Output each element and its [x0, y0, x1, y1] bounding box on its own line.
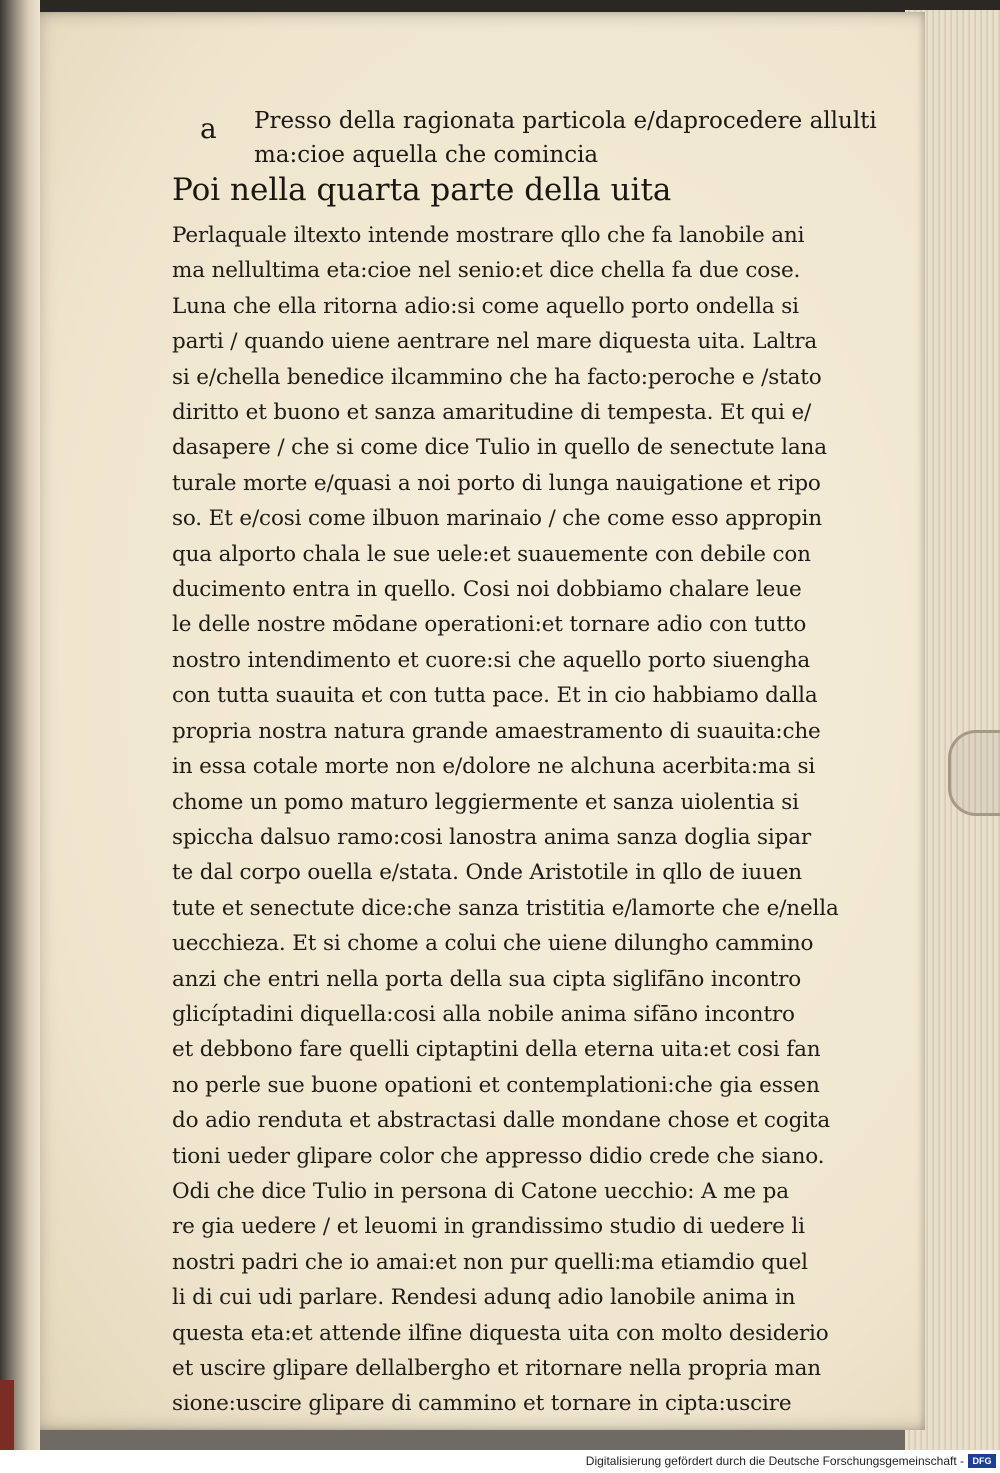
body-line: glicíptadini diquella:cosi alla nobile anima sifāno incontro	[172, 1001, 795, 1027]
body-line: le delle nostre mōdane operationi:et tornare adio con tutto	[172, 612, 807, 638]
body-line: uecchieza. Et si chome a colui che uiene dilungho cammino	[172, 931, 814, 957]
body-line: diritto et buono et sanza amaritudine di tempesta. Et qui e/	[172, 400, 812, 426]
book-binding	[0, 0, 40, 1450]
body-line: si e/chella benedice ilcammino che ha facto:peroche e /stato	[172, 364, 822, 390]
body-line: con tutta suauita et con tutta pace. Et in cio habbiamo dalla	[172, 683, 818, 709]
body-line: dasapere / che si come dice Tulio in quello de senectute lana	[172, 435, 827, 461]
heading-block	[254, 104, 877, 172]
body-line: ducimento entra in quello. Cosi noi dobbiamo chalare leue	[172, 577, 802, 603]
body-line: Perlaquale iltexto intende mostrare qllo che fa lanobile ani	[172, 223, 805, 248]
body-line: turale morte e/quasi a noi porto di lunga nauigatione et ripo	[172, 470, 821, 496]
body-line: et debbono fare quelli ciptaptini della eterna uita:et cosi fan	[172, 1037, 821, 1063]
section-marker: a	[200, 112, 217, 145]
body-line: parti / quando uiene aentrare nel mare diquesta uita. Laltra	[172, 329, 818, 355]
body-line: tute et senectute dice:che sanza tristitia e/lamorte che e/nella	[172, 895, 839, 921]
body-line: li di cui udi parlare. Rendesi adunq adio lanobile anima in	[172, 1285, 796, 1311]
section-title: Poi nella quarta parte della uita	[172, 172, 672, 208]
body-line: do adio renduta et abstractasi dalle mondane chose et cogita	[172, 1108, 831, 1134]
heading-line: ma:cioe aquella che comincia	[254, 142, 599, 168]
body-line: tioni ueder glipare color che appresso didio crede che siano.	[172, 1143, 825, 1169]
body-line: questa eta:et attende ilfine diquesta uita con molto desiderio	[172, 1320, 829, 1346]
body-line: Odi che dice Tulio in persona di Catone uecchio: A me pa	[172, 1178, 789, 1204]
body-line: so. Et e/cosi come ilbuon marinaio / che come esso appropin	[172, 506, 822, 532]
body-line: re gia uedere / et leuomi in grandissimo studio di uedere li	[172, 1214, 805, 1240]
heading-line: Presso della ragionata particola e/daprocedere allulti	[254, 108, 877, 134]
body-line: qua alporto chala le sue uele:et suauemente con debile con	[172, 541, 811, 567]
body-line: nostro intendimento et cuore:si che aquello porto siuengha	[172, 647, 811, 673]
binding-red-cover	[0, 1380, 14, 1450]
body-line: anzi che entri nella porta della sua cipta siglifāno incontro	[172, 966, 802, 992]
body-line: Luna che ella ritorna adio:si come aquello porto ondella si	[172, 293, 799, 319]
body-line: in essa cotale morte non e/dolore ne alchuna acerbita:ma si	[172, 754, 816, 780]
body-line: ma nellultima eta:cioe nel senio:et dice chella fa due cose.	[172, 258, 801, 284]
body-line: te dal corpo ouella e/stata. Onde Aristotile in qllo de iuuen	[172, 860, 803, 886]
body-line: chome un pomo maturo leggiermente et sanza uiolentia si	[172, 789, 799, 815]
dfg-logo: DFG	[968, 1454, 996, 1468]
book-clasp	[948, 730, 1000, 816]
body-line: no perle sue buone opationi et contemplationi:che gia essen	[172, 1072, 820, 1098]
body-line: propria nostra natura grande amaestramento di suauita:che	[172, 718, 821, 744]
footer	[0, 1450, 1000, 1473]
body-text	[172, 218, 839, 1422]
footer-credit: Digitalisierung gefördert durch die Deutsche Forschungsgemeinschaft -	[585, 1454, 964, 1468]
body-line: spiccha dalsuo ramo:cosi lanostra anima sanza doglia sipar	[172, 824, 812, 850]
body-line: et uscire glipare dellalbergho et ritornare nella propria man	[172, 1356, 821, 1381]
body-line: sione:uscire glipare di cammino et tornare in cipta:uscire	[172, 1391, 792, 1417]
body-line: nostri padri che io amai:et non pur quelli:ma etiamdio quel	[172, 1249, 808, 1275]
